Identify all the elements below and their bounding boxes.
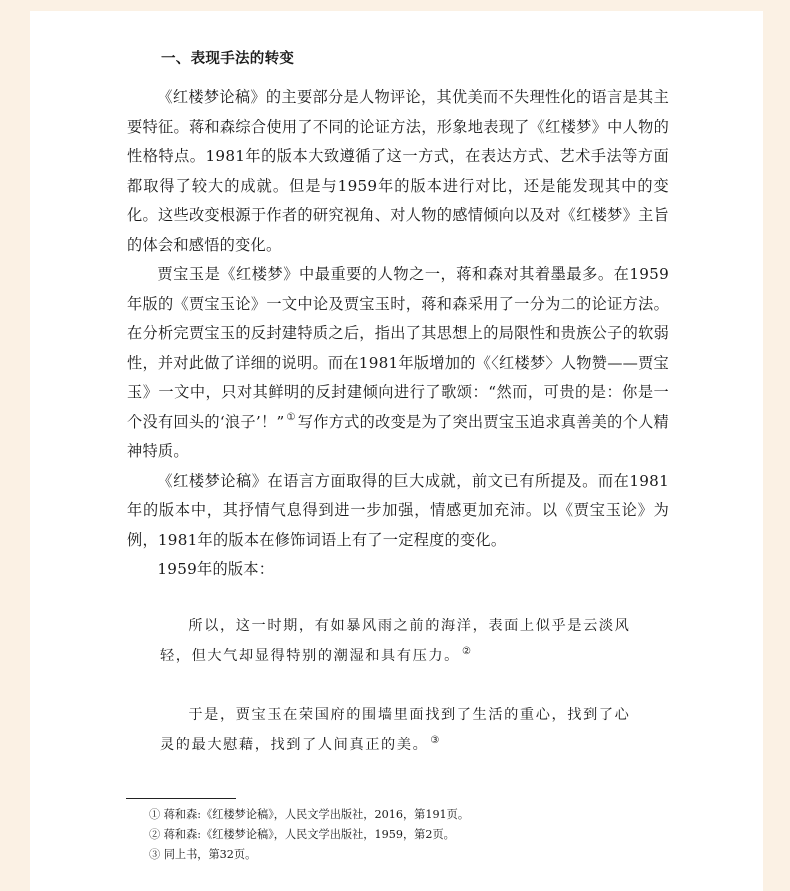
footnote: ① 蒋和森:《红楼梦论稿》，人民文学出版社，2016，第191页。 [149, 808, 470, 821]
footnote-marker[interactable]: ② [461, 645, 473, 657]
footnotes [149, 805, 469, 865]
block-quote [160, 612, 642, 671]
footnote: ② 蒋和森:《红楼梦论稿》，人民文学出版社，1959，第2页。 [149, 828, 455, 841]
paragraph: 《红楼梦论稿》在语言方面取得的巨大成就，前文已有所提及。而在1981年的版本中，其抒情气息得到进一步加强，情感更加充沛。以《贾宝玉论》为例，1981年的版本在修饰词语上有了一定程度的变化。 [127, 471, 669, 549]
footnote-marker[interactable]: ③ [430, 734, 441, 746]
block-quote [160, 701, 642, 760]
quote-text: 所以，这一时期，有如暴风雨之前的海洋，表面上似乎是云淡风轻，但大气却显得特别的潮湿和具有压力。 [160, 618, 631, 664]
paragraph-text: 写作方式的改变是为了突出贾宝玉追求真善美的个人精神特质。 [127, 412, 669, 460]
paragraph [127, 260, 669, 467]
quote-text: 于是，贾宝玉在荣国府的围墙里面找到了生活的重心，找到了心灵的最大慰藉，找到了人间真正的美。 [160, 707, 631, 753]
paragraph: 《红楼梦论稿》的主要部分是人物评论，其优美而不失理性化的语言是其主要特征。蒋和森综合使用了不同的论证方法，形象地表现了《红楼梦》中人物的性格特点。1981年的版本大致遵循了这一方式，在表达方式、艺术手法等方面都取得了较大的成就。但是与1959年的版本进行对比，还是能发现其中的变化。这些改变根源于作者的研究视角、对人物的感情倾向以及对《红楼梦》主旨的体会和感悟的变化。 [127, 88, 669, 254]
section-heading: 一、表现手法的转变 [161, 51, 295, 67]
body-text [127, 83, 669, 585]
document-page [30, 11, 763, 891]
paragraph-text: 贾宝玉是《红楼梦》中最重要的人物之一，蒋和森对其着墨最多。在1959年版的《贾宝玉论》一文中论及贾宝玉时，蒋和森采用了一分为二的论证方法。在分析完贾宝玉的反封建特质之后，指出了其思想上的局限性和贵族公子的软弱性，并对此做了详细的说明。而在1981年版增加的《〈红楼梦〉人物赞——贾宝玉》一文中，只对其鲜明的反封建倾向进行了歌颂：“然而，可贵的是：你是一个没有回头的‘浪子’！” [127, 265, 669, 431]
footnote-marker[interactable]: ① [286, 412, 296, 424]
footnote-divider [126, 798, 236, 799]
paragraph: 1959年的版本： [157, 560, 275, 578]
footnote: ③ 同上书，第32页。 [149, 848, 257, 861]
